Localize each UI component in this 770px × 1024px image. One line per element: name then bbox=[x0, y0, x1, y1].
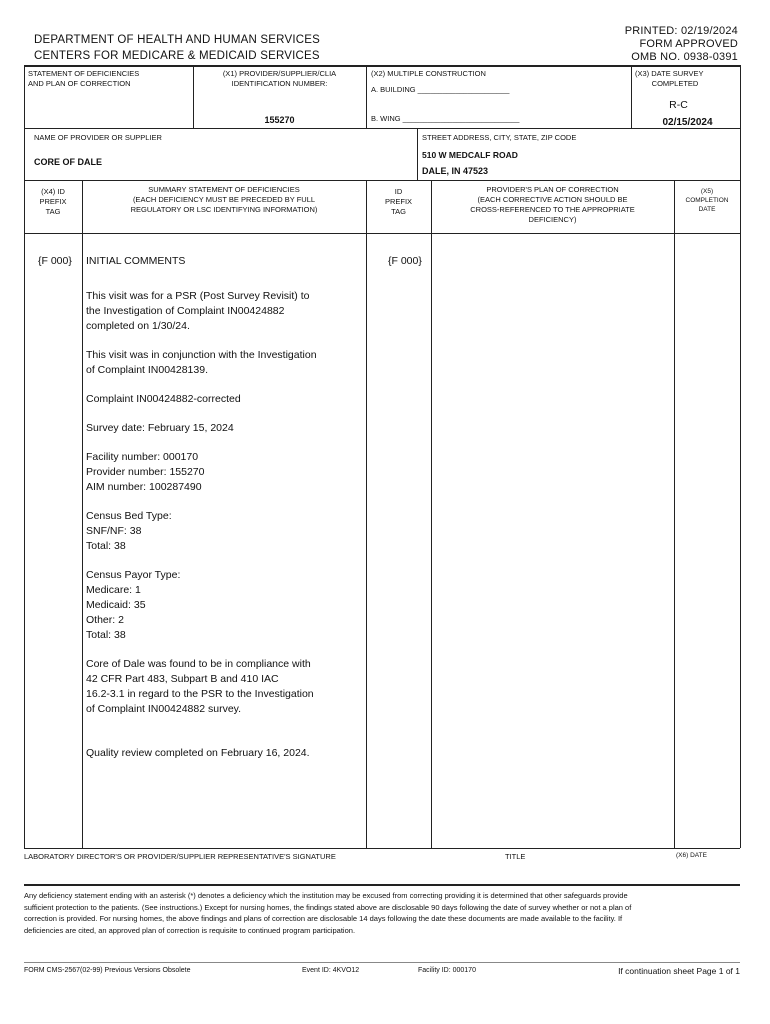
statement-label: STATEMENT OF DEFICIENCIES AND PLAN OF CORRECTION bbox=[28, 69, 140, 88]
id-column-header: ID PREFIX TAG bbox=[384, 187, 413, 216]
completion-column-header: (X5) COMPLETION DATE bbox=[685, 188, 729, 213]
x4-column-header: (X4) ID PREFIX TAG bbox=[39, 187, 67, 216]
comments-body bbox=[86, 289, 364, 775]
paragraph: Complaint IN00424882-corrected bbox=[86, 393, 241, 405]
date-survey-label: (X3) DATE SURVEY COMPLETED bbox=[635, 69, 704, 88]
city-state-zip: DALE, IN 47523 bbox=[422, 166, 489, 176]
survey-code: R-C bbox=[669, 99, 688, 111]
plan-column-header: PROVIDER'S PLAN OF CORRECTION (EACH CORRECTIVE ACTION SHOULD BE CROSS-REFERENCED TO THE APPROPRIATE DEFICIENCY) bbox=[470, 185, 635, 224]
event-id: Event ID: 4KVO12 bbox=[302, 967, 360, 974]
street-address: 510 W MEDCALF ROAD bbox=[422, 150, 518, 160]
initial-comments-heading: INITIAL COMMENTS bbox=[86, 255, 186, 267]
paragraph: Census Payor Type: Medicare: 1 Medicaid: 35 Other: 2 Total: 38 bbox=[86, 569, 181, 641]
right-prefix-tag: {F 000} bbox=[388, 255, 422, 267]
page-number: If continuation sheet Page 1 of 1 bbox=[618, 966, 740, 976]
paragraph: Facility number: 000170 Provider number: 155270 AIM number: 100287490 bbox=[86, 451, 205, 493]
provider-id-value: 155270 bbox=[264, 115, 295, 125]
summary-column-header: SUMMARY STATEMENT OF DEFICIENCIES (EACH DEFICIENCY MUST BE PRECEDED BY FULL REGULATORY OR LSC IDENTIFYING INFORMATION) bbox=[130, 185, 318, 214]
building-field: A. BUILDING ______________________ bbox=[371, 85, 510, 94]
provider-name: CORE OF DALE bbox=[34, 157, 103, 167]
provider-name-label: NAME OF PROVIDER OR SUPPLIER bbox=[34, 133, 162, 142]
form-id: FORM CMS-2567(02-99) Previous Versions Obsolete bbox=[24, 967, 191, 974]
paragraph: Survey date: February 15, 2024 bbox=[86, 422, 234, 434]
title-label: TITLE bbox=[505, 852, 526, 861]
paragraph: This visit was in conjunction with the Investigation of Complaint IN00428139. bbox=[86, 349, 317, 376]
department-title: DEPARTMENT OF HEALTH AND HUMAN SERVICES bbox=[34, 34, 320, 46]
provider-id-label: (X1) PROVIDER/SUPPLIER/CLIA IDENTIFICATION NUMBER: bbox=[222, 69, 337, 88]
survey-date: 02/15/2024 bbox=[662, 117, 713, 128]
signature-label: LABORATORY DIRECTOR'S OR PROVIDER/SUPPLIER REPRESENTATIVE'S SIGNATURE bbox=[24, 852, 336, 861]
form-approved: FORM APPROVED bbox=[639, 38, 738, 50]
left-prefix-tag: {F 000} bbox=[38, 255, 72, 267]
printed-date: PRINTED: 02/19/2024 bbox=[624, 25, 738, 37]
agency-title: CENTERS FOR MEDICARE & MEDICAID SERVICES bbox=[34, 50, 320, 62]
wing-field: B. WING ____________________________ bbox=[371, 114, 520, 123]
paragraph: This visit was for a PSR (Post Survey Revisit) to the Investigation of Complaint IN00424882 completed on 1/30/24. bbox=[86, 290, 310, 332]
paragraph: Census Bed Type: SNF/NF: 38 Total: 38 bbox=[86, 510, 172, 552]
disclaimer-text: Any deficiency statement ending with an asterisk (*) denotes a deficiency which the institution may be excused from correcting providing it is determined that other safeguards provide sufficient protection to the patients. (See instructions.) Except for nursing homes, the findings stated above are disclosable 90 days following the date of survey whether or not a plan of correction is provided. For nursing homes, the above findings and plans of correction are disclosable 14 days following the date these documents are made available to the facility. If deficiencies are cited, an approved plan of correction is requisite to continued program participation. bbox=[24, 891, 632, 935]
paragraph: Core of Dale was found to be in compliance with 42 CFR Part 483, Subpart B and 410 IAC 16.2-3.1 in regard to the PSR to the Investigation of Complaint IN00424882 survey. bbox=[86, 658, 314, 715]
signature-date-label: (X6) DATE bbox=[676, 852, 707, 859]
facility-id: Facility ID: 000170 bbox=[418, 967, 476, 974]
omb-number: OMB NO. 0938-0391 bbox=[631, 51, 738, 63]
paragraph: Quality review completed on February 16, 2024. bbox=[86, 747, 310, 759]
address-label: STREET ADDRESS, CITY, STATE, ZIP CODE bbox=[422, 133, 577, 142]
multiple-construction-label: (X2) MULTIPLE CONSTRUCTION bbox=[371, 69, 486, 78]
